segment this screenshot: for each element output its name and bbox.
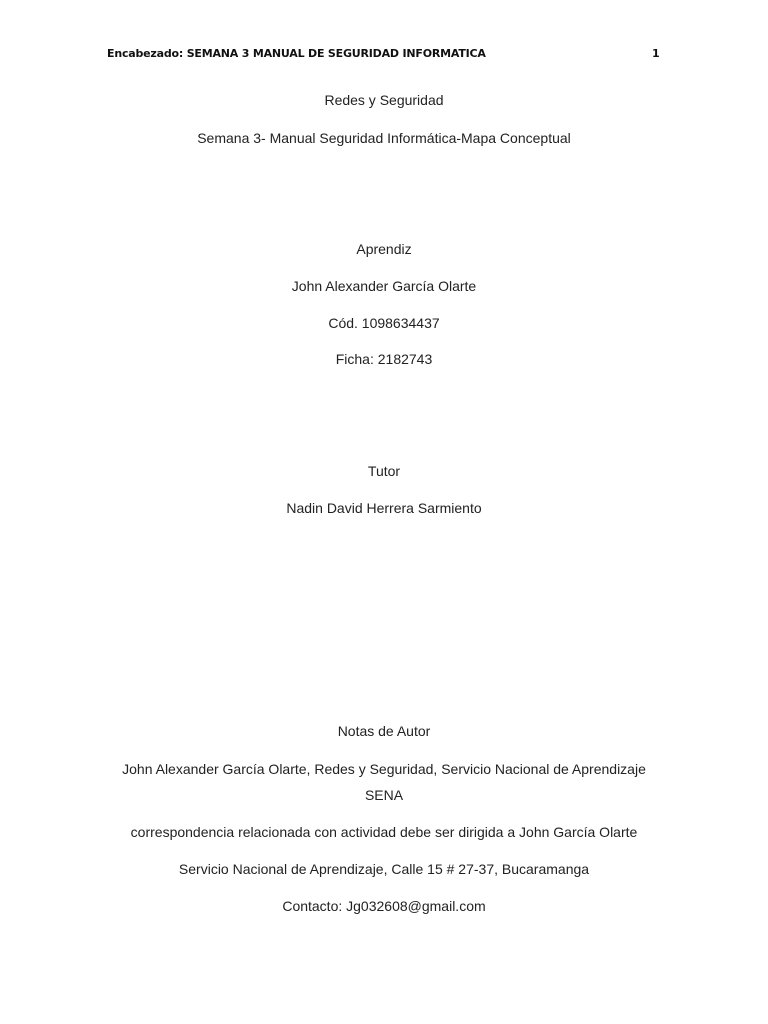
correspondence-note: correspondencia relacionada con actividad debe ser dirigida a John García Olarte — [130, 824, 638, 840]
running-head: Encabezado: SEMANA 3 MANUAL DE SEGURIDAD INFORMATICA — [107, 47, 486, 60]
assignment-title: Semana 3- Manual Seguridad Informática-Mapa Conceptual — [197, 130, 571, 146]
student-name: John Alexander García Olarte — [291, 278, 477, 294]
author-address: Servicio Nacional de Aprendizaje, Calle 15 # 27-37, Bucaramanga — [178, 861, 590, 877]
student-code: Cód. 1098634437 — [328, 315, 440, 331]
author-affiliation: John Alexander García Olarte, Redes y Seguridad, Servicio Nacional de Aprendizaje SENA — [122, 761, 646, 803]
author-contact: Contacto: Jg032608@gmail.com — [282, 898, 486, 914]
student-role-label: Aprendiz — [356, 241, 412, 257]
page-number: 1 — [652, 47, 660, 60]
tutor-name: Nadin David Herrera Sarmiento — [286, 500, 482, 516]
student-ficha: Ficha: 2182743 — [335, 351, 433, 367]
author-notes-heading: Notas de Autor — [337, 723, 431, 739]
course-title: Redes y Seguridad — [324, 92, 444, 108]
tutor-role-label: Tutor — [367, 463, 401, 479]
